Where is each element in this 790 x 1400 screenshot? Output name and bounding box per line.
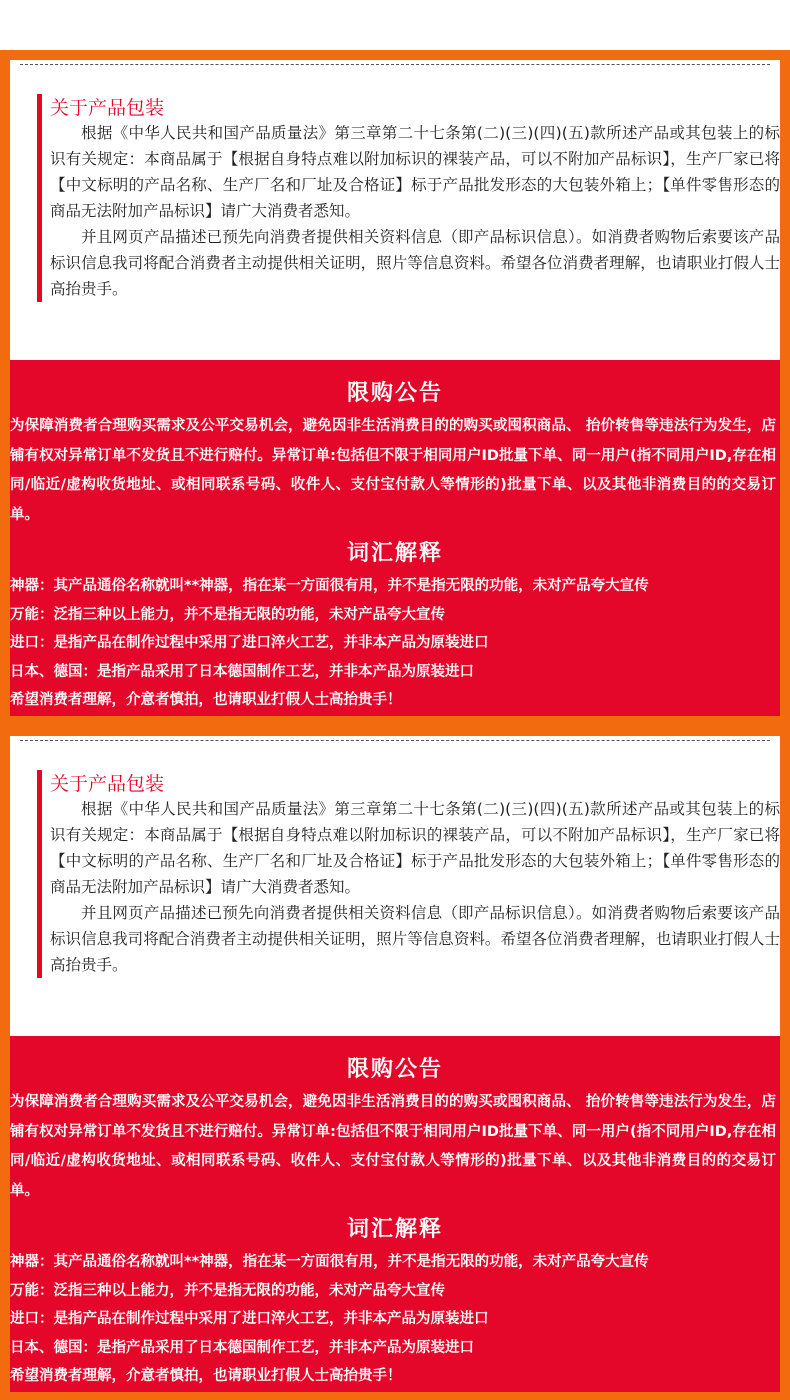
packaging-notice-box — [10, 60, 780, 360]
dashed-divider — [20, 64, 770, 65]
top-spacer — [0, 0, 790, 50]
purchase-limit-box — [10, 1036, 780, 1392]
packaging-notice-paragraph: 根据《中华人民共和国产品质量法》第三章第二十七条第(二)(三)(四)(五)款所述产品或其包装上的标识有关规定：本商品属于【根据自身特点难以附加标识的裸装产品，可以不附加产品标识】，生产厂家已将【中文标明的产品名称、生产厂名和厂址及合格证】标于产品批发形态的大包装外箱上；【单件零售形态的商品无法附加产品标识】请广大消费者悉知。 — [50, 124, 780, 220]
vocabulary-item: 进口：是指产品在制作过程中采用了进口淬火工艺，并非本产品为原装进口 — [10, 635, 489, 651]
vocabulary-list — [10, 1248, 780, 1391]
packaging-notice-paragraph: 并且网页产品描述已预先向消费者提供相关资料信息（即产品标识信息）。如消费者购物后索要该产品标识信息我司将配合消费者主动提供相关证明，照片等信息资料。希望各位消费者理解，也请职业打假人士高抬贵手。 — [50, 228, 780, 298]
vocabulary-list — [10, 572, 780, 715]
packaging-notice-title: 关于产品包装 — [50, 97, 165, 119]
vocabulary-item: 神器：其产品通俗名称就叫**神器，指在某一方面很有用，并不是指无限的功能，未对产品夸大宣传 — [10, 1254, 649, 1270]
vocabulary-item: 神器：其产品通俗名称就叫**神器，指在某一方面很有用，并不是指无限的功能，未对产品夸大宣传 — [10, 578, 649, 594]
packaging-notice-paragraph: 根据《中华人民共和国产品质量法》第三章第二十七条第(二)(三)(四)(五)款所述产品或其包装上的标识有关规定：本商品属于【根据自身特点难以附加标识的裸装产品，可以不附加产品标识】，生产厂家已将【中文标明的产品名称、生产厂名和厂址及合格证】标于产品批发形态的大包装外箱上；【单件零售形态的商品无法附加产品标识】请广大消费者悉知。 — [50, 800, 780, 896]
vocabulary-item: 万能：泛指三种以上能力，并不是指无限的功能，未对产品夸大宣传 — [10, 606, 445, 623]
purchase-limit-text: 为保障消费者合理购买需求及公平交易机会，避免因非生活消费目的的购买或囤积商品、 抬价转售等违法行为发生，店铺有权对异常订单不发货且不进行赔付。异常订单:包括但不限于相同用户ID批量下单、同一用户(指不同用户ID,存在相同/临近/虚构收货地址、或相同联系号码、收件人、支付宝付款人等情形的)批量下单、以及其他非消费目的的交易订单。 — [10, 418, 776, 523]
purchase-limit-text: 为保障消费者合理购买需求及公平交易机会，避免因非生活消费目的的购买或囤积商品、 抬价转售等违法行为发生，店铺有权对异常订单不发货且不进行赔付。异常订单:包括但不限于相同用户ID批量下单、同一用户(指不同用户ID,存在相同/临近/虚构收货地址、或相同联系号码、收件人、支付宝付款人等情形的)批量下单、以及其他非消费目的的交易订单。 — [10, 1094, 776, 1199]
vocabulary-item: 希望消费者理解，介意者慎拍，也请职业打假人士高抬贵手！ — [10, 1368, 402, 1384]
info-panel-1 — [0, 50, 790, 716]
vocabulary-item: 万能：泛指三种以上能力，并不是指无限的功能，未对产品夸大宣传 — [10, 1282, 445, 1299]
vocabulary-title: 词汇解释 — [346, 1217, 443, 1242]
vocabulary-item: 希望消费者理解，介意者慎拍，也请职业打假人士高抬贵手！ — [10, 692, 402, 708]
vocabulary-title: 词汇解释 — [346, 541, 443, 566]
vocabulary-item: 日本、德国：是指产品采用了日本德国制作工艺，并非本产品为原装进口 — [10, 663, 474, 680]
purchase-limit-box — [10, 360, 780, 716]
info-panel-2 — [0, 716, 790, 1400]
purchase-limit-title: 限购公告 — [346, 381, 443, 406]
vocabulary-item: 日本、德国：是指产品采用了日本德国制作工艺，并非本产品为原装进口 — [10, 1339, 474, 1356]
vocabulary-item: 进口：是指产品在制作过程中采用了进口淬火工艺，并非本产品为原装进口 — [10, 1311, 489, 1327]
packaging-notice-paragraph: 并且网页产品描述已预先向消费者提供相关资料信息（即产品标识信息）。如消费者购物后索要该产品标识信息我司将配合消费者主动提供相关证明，照片等信息资料。希望各位消费者理解，也请职业打假人士高抬贵手。 — [50, 904, 780, 974]
dashed-divider — [20, 740, 770, 741]
purchase-limit-title: 限购公告 — [346, 1057, 443, 1082]
packaging-notice — [37, 770, 780, 978]
packaging-notice-box — [10, 736, 780, 1036]
packaging-notice-title: 关于产品包装 — [50, 773, 165, 795]
packaging-notice — [37, 94, 780, 302]
